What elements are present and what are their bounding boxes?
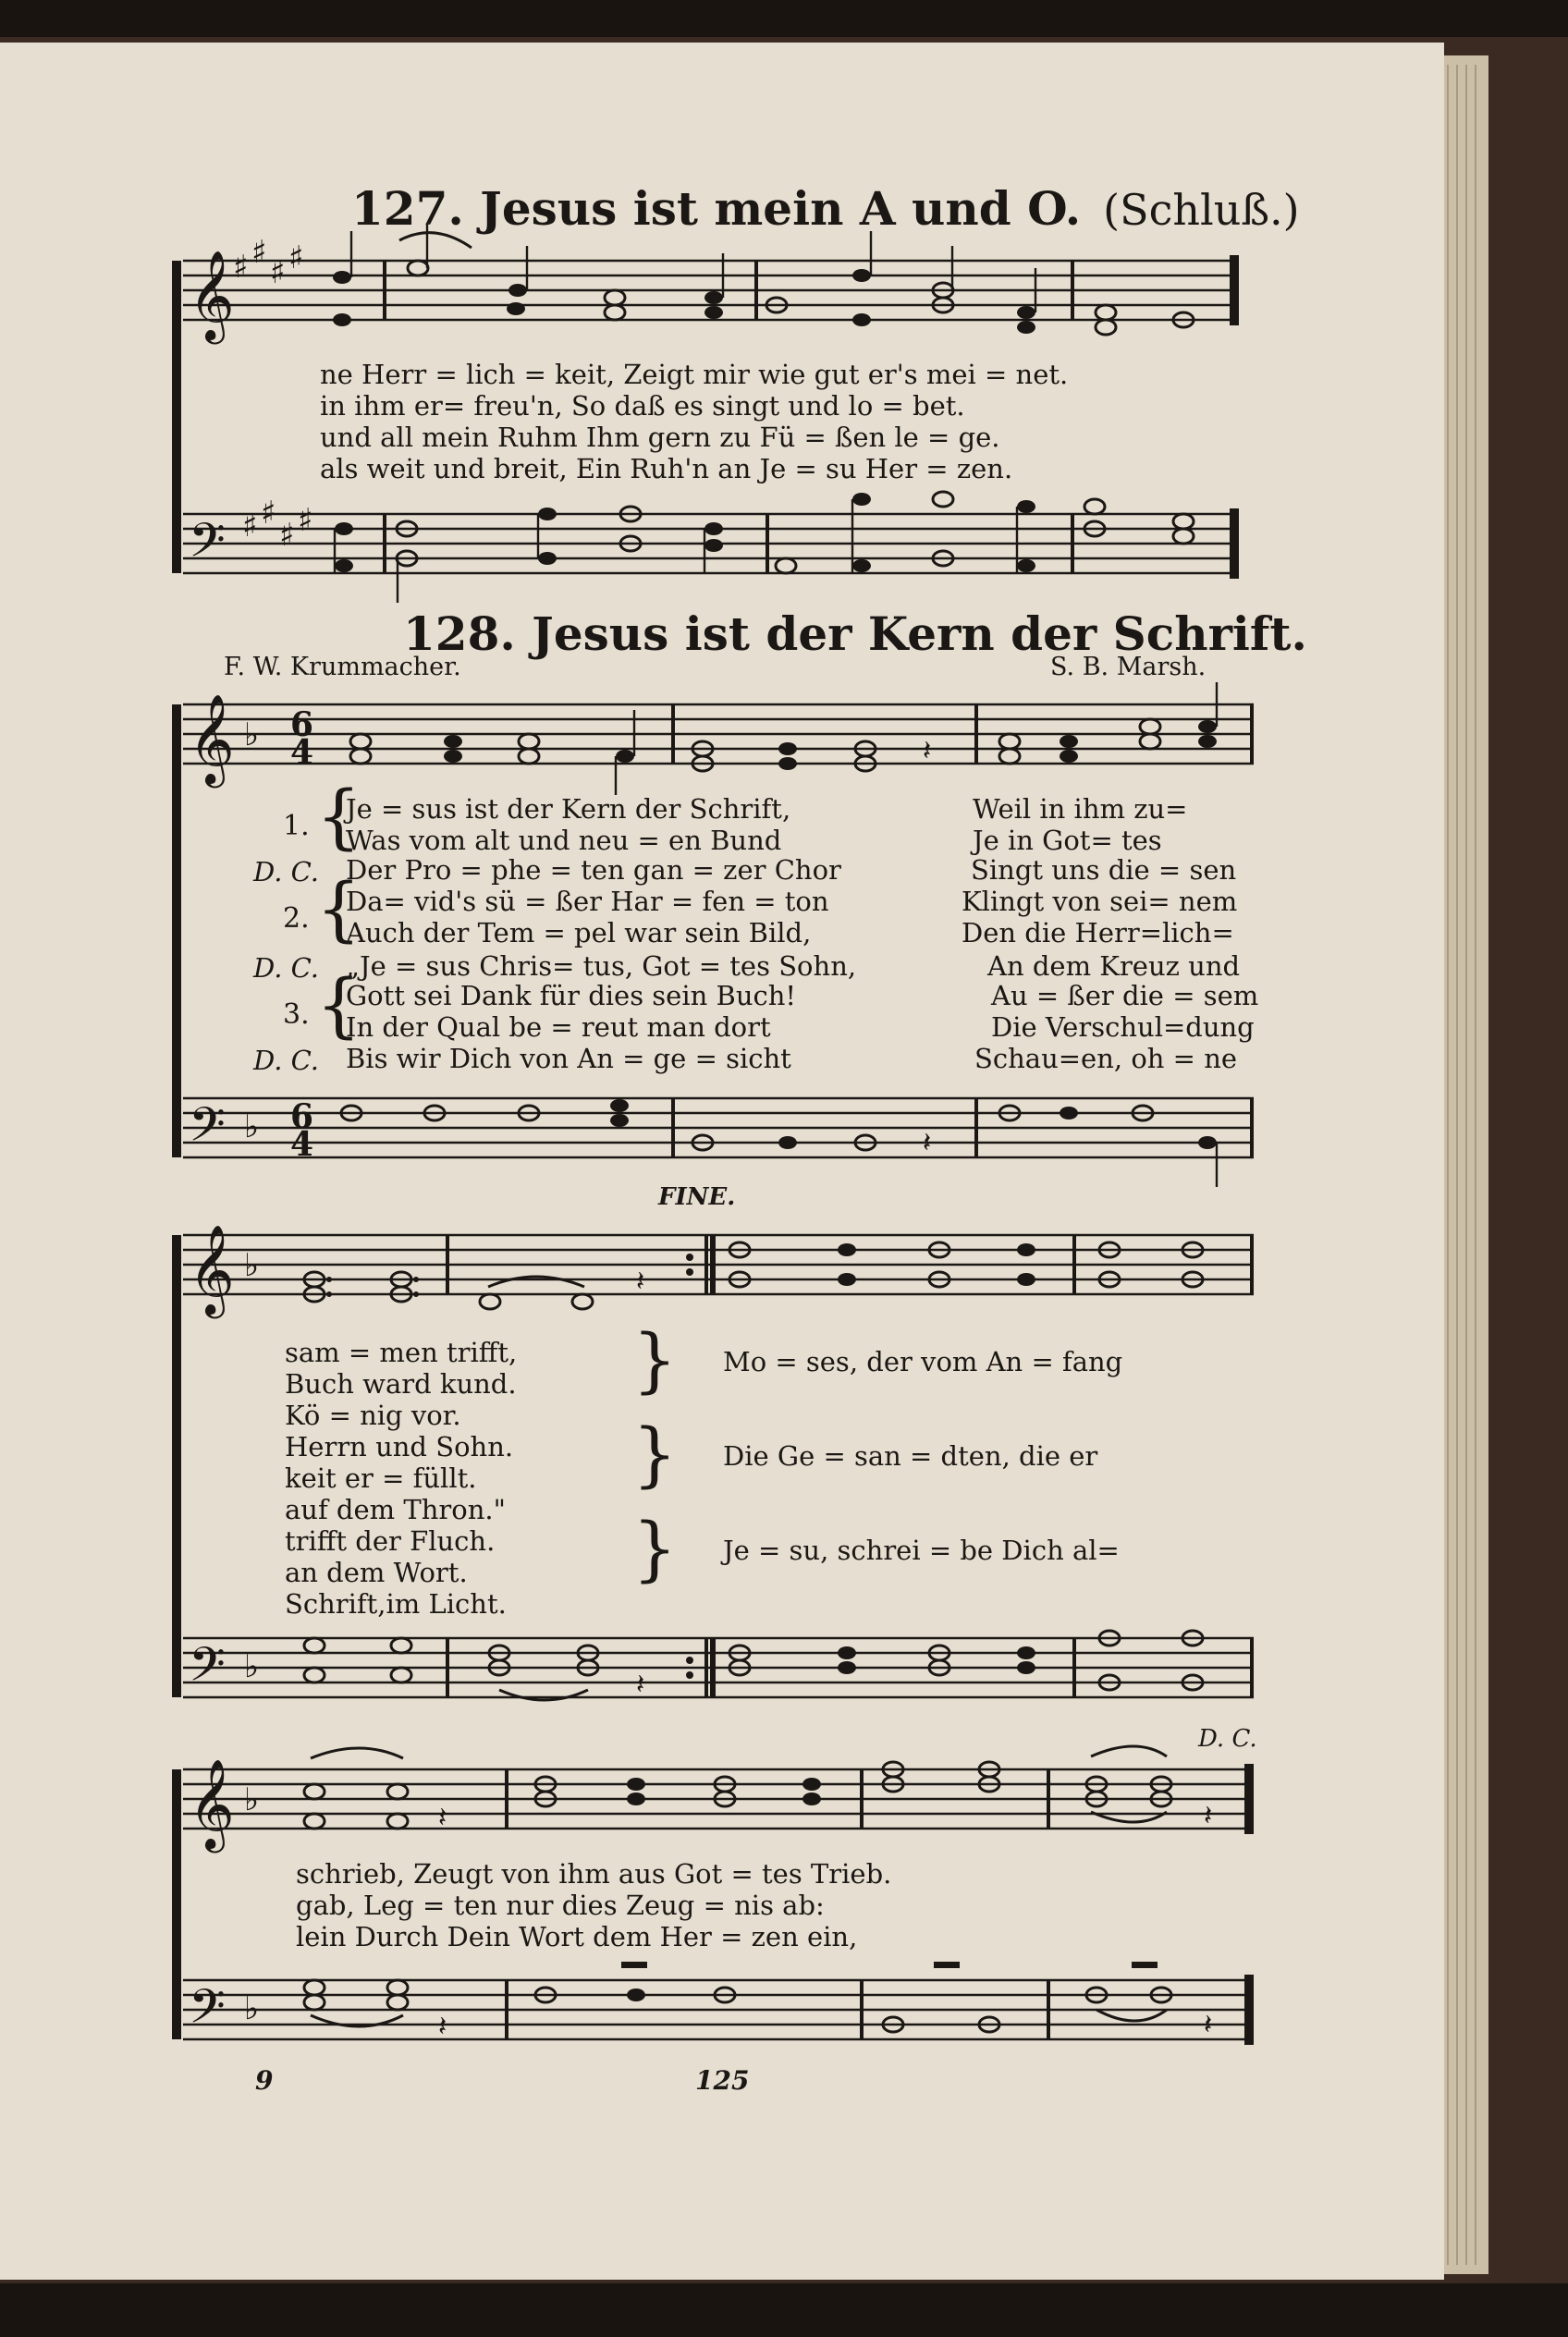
brace-icon: {	[316, 775, 361, 857]
svg-text:𝄢: 𝄢	[189, 1978, 226, 2046]
lyric-line: Bis wir Dich von An = ge = sicht	[346, 1043, 791, 1074]
lyric-line: Je = sus ist der Kern der Schrift,	[346, 793, 791, 825]
verse-2-right	[962, 886, 1237, 948]
lyric-line: Kö = nig vor.	[285, 1400, 461, 1431]
page-number: 125	[695, 2065, 750, 2096]
lyric-line: als weit und breit, Ein Ruh'n an Je = su Her = zen.	[320, 453, 1013, 484]
lyric-line: keit er = füllt.	[285, 1462, 477, 1494]
lyric-line: Den die Herr=lich=	[962, 917, 1234, 948]
brace-icon: }	[632, 1413, 678, 1495]
verse-number: 2.	[283, 902, 310, 935]
lyric-line: Klingt von sei= nem	[962, 886, 1238, 917]
lyric-line: Je in Got= tes	[973, 825, 1162, 856]
verse-number: 1.	[283, 810, 310, 842]
lyric-line: Je = su, schrei = be Dich al=	[723, 1535, 1120, 1566]
svg-text:♭: ♭	[244, 1108, 260, 1145]
lyric-line: Gott sei Dank für dies sein Buch!	[346, 980, 797, 1011]
lyric-line: in ihm er= freu'n, So daß es singt und lo = bet.	[320, 390, 965, 422]
lyric-line: Buch ward kund.	[285, 1368, 517, 1400]
verse-1-right	[973, 793, 1187, 856]
author-text: F. W. Krummacher.	[224, 653, 461, 681]
brace-icon: {	[316, 963, 361, 1046]
svg-text:𝄽: 𝄽	[438, 1802, 447, 1834]
lyric-line: Weil in ihm zu=	[973, 793, 1188, 825]
hymn-128-title: 128. Jesus ist der Kern der Schrift.	[403, 606, 1307, 661]
lyric-line: und all mein Ruhm Ihm gern zu Fü = ßen le = ge.	[320, 422, 1000, 453]
svg-text:𝄽: 𝄽	[923, 735, 932, 767]
lyric-line: schrieb, Zeugt von ihm aus Got = tes Trieb.	[296, 1858, 892, 1890]
svg-text:𝄽: 𝄽	[1204, 1800, 1213, 1832]
brace-icon: }	[632, 1507, 678, 1589]
svg-text:𝄽: 𝄽	[923, 1127, 932, 1159]
svg-text:♭: ♭	[244, 716, 260, 753]
lyric-line: trifft der Fluch.	[285, 1525, 496, 1557]
dc-label: D. C.	[253, 1045, 320, 1076]
svg-text:♭: ♭	[244, 1990, 260, 2027]
lyric-line: Mo = ses, der vom An = fang	[723, 1346, 1123, 1377]
hymn-127-lyrics	[320, 359, 1068, 484]
signature-number: 9	[255, 2065, 274, 2096]
lyric-line: Schau=en, oh = ne	[974, 1043, 1238, 1074]
lyric-line: auf dem Thron."	[285, 1494, 506, 1525]
svg-text:♯: ♯	[298, 502, 313, 539]
verse-3-right	[991, 980, 1258, 1043]
svg-text:𝄞: 𝄞	[189, 1224, 235, 1315]
final-lyrics	[296, 1858, 891, 1952]
svg-text:𝄢: 𝄢	[189, 1636, 226, 1704]
svg-text:𝄞: 𝄞	[189, 1758, 235, 1849]
svg-text:♯: ♯	[233, 249, 249, 286]
svg-text:♭: ♭	[244, 1648, 260, 1685]
svg-text:♭: ♭	[244, 1781, 260, 1818]
svg-text:𝄞: 𝄞	[189, 250, 235, 340]
lyric-line: Die Ge = san = dten, die er	[723, 1440, 1098, 1472]
lyric-line: In der Qual be = reut man dort	[346, 1011, 771, 1043]
lyric-line: sam = men trifft,	[285, 1337, 518, 1368]
brace-icon: }	[632, 1318, 678, 1401]
lyric-line: Singt uns die = sen	[971, 854, 1237, 886]
composer-text: S. B. Marsh.	[1050, 653, 1207, 681]
svg-text:♯: ♯	[242, 508, 258, 544]
lyric-line: an dem Wort.	[285, 1557, 468, 1588]
svg-text:♯: ♯	[261, 495, 276, 532]
svg-text:4: 4	[290, 1125, 314, 1164]
lyric-line: Au = ßer die = sem	[991, 980, 1259, 1011]
svg-text:♯: ♯	[270, 254, 286, 291]
svg-text:𝄽: 𝄽	[1204, 2009, 1213, 2041]
svg-text:𝄽: 𝄽	[636, 1266, 645, 1298]
lyric-line: gab, Leg = ten nur dies Zeug = nis ab:	[296, 1890, 825, 1921]
lyric-line: ne Herr = lich = keit, Zeigt mir wie gut er's mei = net.	[320, 359, 1069, 390]
svg-text:4: 4	[290, 733, 314, 772]
hymn-127-note: (Schluß.)	[1103, 185, 1300, 235]
svg-text:♯: ♯	[288, 239, 304, 276]
verse-1-lines	[346, 793, 790, 856]
verse-3-lines	[346, 980, 796, 1043]
hymn-127-heading	[351, 181, 1300, 236]
svg-text:𝄢: 𝄢	[189, 512, 226, 580]
svg-text:6: 6	[290, 705, 314, 744]
svg-text:♭: ♭	[244, 1247, 260, 1284]
verse-number: 3.	[283, 998, 310, 1031]
dc-label: D. C.	[253, 856, 320, 887]
svg-text:𝄢: 𝄢	[189, 1096, 226, 1164]
svg-text:♯: ♯	[279, 517, 295, 554]
lyric-line: An dem Kreuz und	[987, 950, 1241, 982]
lyric-line: „Je = sus Chris= tus, Got = tes Sohn,	[346, 950, 857, 982]
dc-marking: D. C.	[1198, 1725, 1257, 1753]
svg-text:𝄽: 𝄽	[636, 1669, 645, 1701]
lyric-line: Auch der Tem = pel war sein Bild,	[346, 917, 812, 948]
svg-text:𝄽: 𝄽	[438, 2011, 447, 2043]
lyric-line: lein Durch Dein Wort dem Her = zen ein,	[296, 1921, 858, 1952]
hymn-127-title: 127. Jesus ist mein A und O.	[351, 181, 1082, 236]
lyric-line: Schrift,im Licht.	[285, 1588, 507, 1620]
fine-marking: FINE.	[658, 1183, 736, 1211]
lyric-line: Herrn und Sohn.	[285, 1431, 514, 1462]
dc-label: D. C.	[253, 952, 320, 984]
brace-icon: {	[316, 867, 361, 949]
svg-text:6: 6	[290, 1097, 314, 1136]
lyric-line: Da= vid's sü = ßer Har = fen = ton	[346, 886, 829, 917]
svg-text:𝄞: 𝄞	[189, 693, 235, 784]
continuation-lyrics	[285, 1337, 517, 1620]
lyric-line: Der Pro = phe = ten gan = zer Chor	[346, 854, 841, 886]
lyric-line: Die Verschul=dung	[991, 1011, 1255, 1043]
lyric-line: Was vom alt und neu = en Bund	[346, 825, 782, 856]
svg-text:♯: ♯	[251, 234, 267, 271]
verse-2-lines	[346, 886, 829, 948]
